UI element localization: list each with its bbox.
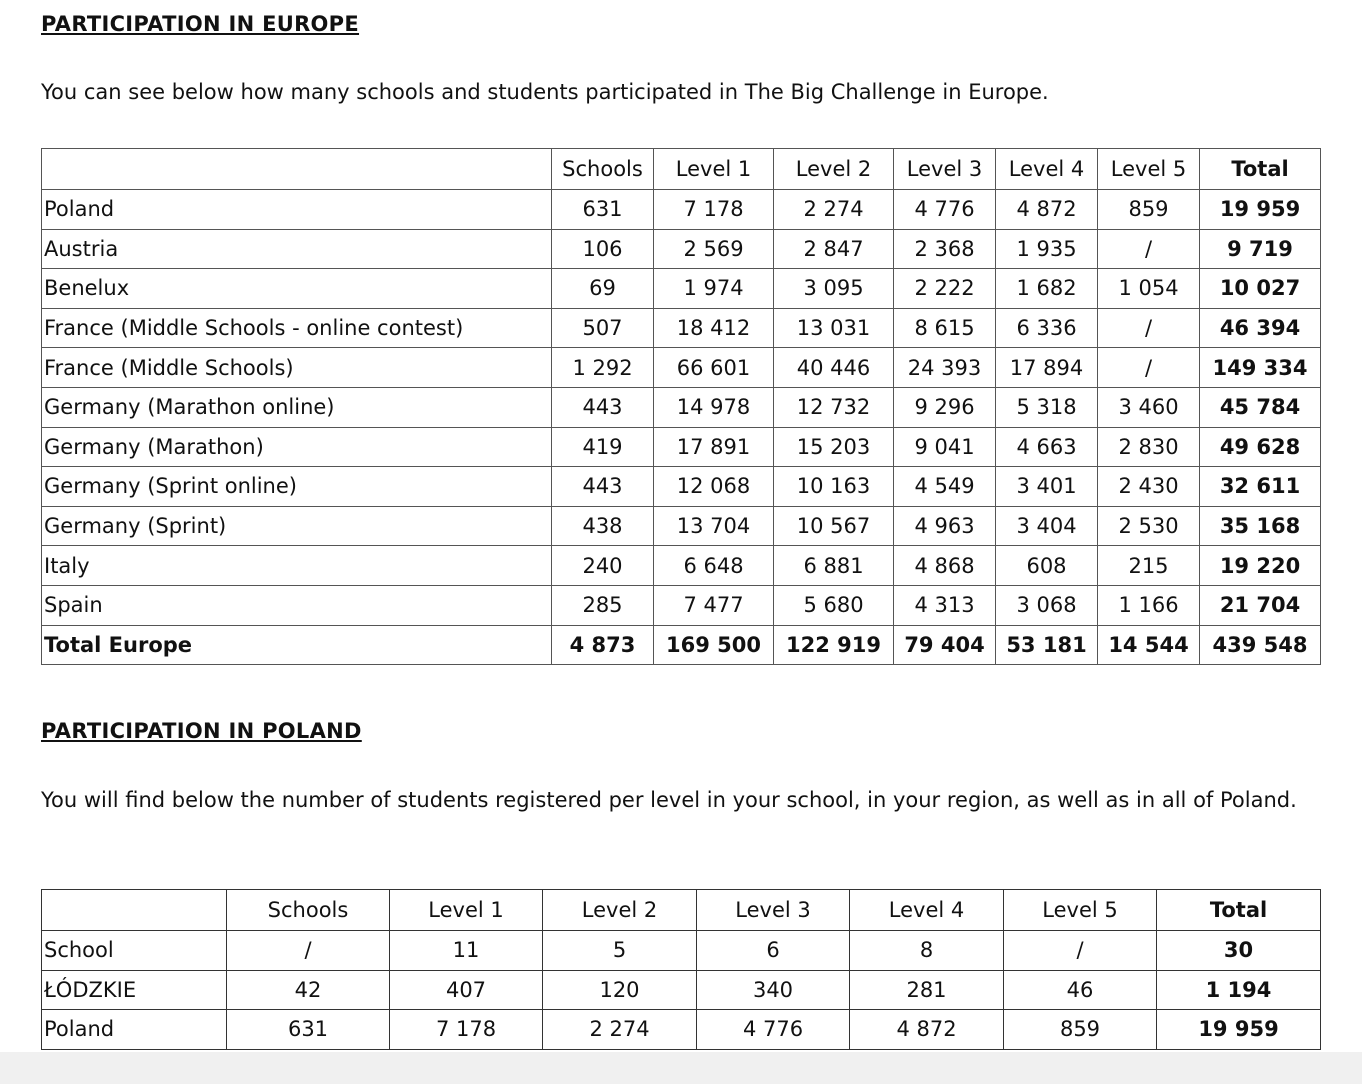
column-header: Schools bbox=[552, 149, 654, 190]
table-cell: 12 732 bbox=[774, 387, 894, 427]
table-cell: 19 220 bbox=[1200, 546, 1321, 586]
table-cell: 17 891 bbox=[654, 427, 774, 467]
table-row bbox=[42, 229, 1321, 269]
table-cell: 4 776 bbox=[697, 1010, 850, 1050]
column-header: Level 4 bbox=[850, 890, 1004, 931]
table-cell: 14 978 bbox=[654, 387, 774, 427]
table-row bbox=[42, 308, 1321, 348]
poland-participation-table bbox=[41, 889, 1321, 1050]
table-row bbox=[42, 348, 1321, 388]
table-row bbox=[42, 546, 1321, 586]
table-cell: / bbox=[1098, 348, 1200, 388]
table-cell: 608 bbox=[996, 546, 1098, 586]
table-cell: 69 bbox=[552, 269, 654, 309]
table-cell: 6 336 bbox=[996, 308, 1098, 348]
table-cell: 17 894 bbox=[996, 348, 1098, 388]
table-row bbox=[42, 625, 1321, 665]
table-cell: 5 bbox=[543, 931, 697, 971]
table-cell: 46 bbox=[1004, 970, 1157, 1010]
poland-table-body bbox=[42, 931, 1321, 1050]
row-label: Total Europe bbox=[42, 625, 552, 665]
column-header: Schools bbox=[227, 890, 390, 931]
table-row bbox=[42, 467, 1321, 507]
table-cell: / bbox=[227, 931, 390, 971]
table-cell: 2 530 bbox=[1098, 506, 1200, 546]
table-cell: 419 bbox=[552, 427, 654, 467]
table-cell: 1 935 bbox=[996, 229, 1098, 269]
table-cell: 2 368 bbox=[894, 229, 996, 269]
table-cell: 10 163 bbox=[774, 467, 894, 507]
table-cell: 285 bbox=[552, 585, 654, 625]
table-cell: 7 178 bbox=[654, 190, 774, 230]
table-cell: 4 872 bbox=[996, 190, 1098, 230]
table-cell: 1 194 bbox=[1157, 970, 1321, 1010]
table-row bbox=[42, 190, 1321, 230]
table-cell: 79 404 bbox=[894, 625, 996, 665]
column-header: Level 5 bbox=[1004, 890, 1157, 931]
table-cell: 631 bbox=[552, 190, 654, 230]
table-cell: 215 bbox=[1098, 546, 1200, 586]
row-label: School bbox=[42, 931, 227, 971]
table-cell: 4 872 bbox=[850, 1010, 1004, 1050]
table-cell: 12 068 bbox=[654, 467, 774, 507]
table-cell: 281 bbox=[850, 970, 1004, 1010]
row-label: Germany (Sprint online) bbox=[42, 467, 552, 507]
row-label: ŁÓDZKIE bbox=[42, 970, 227, 1010]
table-cell: 407 bbox=[390, 970, 543, 1010]
table-cell: 7 477 bbox=[654, 585, 774, 625]
table-cell: 4 313 bbox=[894, 585, 996, 625]
table-cell: 19 959 bbox=[1200, 190, 1321, 230]
table-cell: 4 549 bbox=[894, 467, 996, 507]
row-label: France (Middle Schools) bbox=[42, 348, 552, 388]
table-cell: 439 548 bbox=[1200, 625, 1321, 665]
table-cell: 6 bbox=[697, 931, 850, 971]
table-cell: 3 068 bbox=[996, 585, 1098, 625]
table-cell: 11 bbox=[390, 931, 543, 971]
table-row bbox=[42, 269, 1321, 309]
table-cell: 49 628 bbox=[1200, 427, 1321, 467]
row-label: Germany (Sprint) bbox=[42, 506, 552, 546]
row-label: Poland bbox=[42, 1010, 227, 1050]
table-cell: 32 611 bbox=[1200, 467, 1321, 507]
table-cell: 4 963 bbox=[894, 506, 996, 546]
row-label: Poland bbox=[42, 190, 552, 230]
table-cell: 859 bbox=[1004, 1010, 1157, 1050]
table-cell: 443 bbox=[552, 467, 654, 507]
table-cell: 2 430 bbox=[1098, 467, 1200, 507]
table-cell: 10 027 bbox=[1200, 269, 1321, 309]
table-cell: 7 178 bbox=[390, 1010, 543, 1050]
table-cell: 42 bbox=[227, 970, 390, 1010]
table-cell: 5 318 bbox=[996, 387, 1098, 427]
table-cell: 2 274 bbox=[543, 1010, 697, 1050]
table-row bbox=[42, 931, 1321, 971]
table-cell: 4 873 bbox=[552, 625, 654, 665]
table-cell: 19 959 bbox=[1157, 1010, 1321, 1050]
table-cell: 13 031 bbox=[774, 308, 894, 348]
table-cell: 4 776 bbox=[894, 190, 996, 230]
table-cell: 6 648 bbox=[654, 546, 774, 586]
table-cell: / bbox=[1004, 931, 1157, 971]
table-row bbox=[42, 585, 1321, 625]
table-cell: / bbox=[1098, 229, 1200, 269]
table-cell: 15 203 bbox=[774, 427, 894, 467]
column-header bbox=[42, 890, 227, 931]
column-header: Level 4 bbox=[996, 149, 1098, 190]
table-cell: / bbox=[1098, 308, 1200, 348]
table-cell: 106 bbox=[552, 229, 654, 269]
table-cell: 149 334 bbox=[1200, 348, 1321, 388]
table-cell: 53 181 bbox=[996, 625, 1098, 665]
table-cell: 13 704 bbox=[654, 506, 774, 546]
table-cell: 3 460 bbox=[1098, 387, 1200, 427]
table-cell: 24 393 bbox=[894, 348, 996, 388]
europe-header-row bbox=[42, 149, 1321, 190]
table-cell: 46 394 bbox=[1200, 308, 1321, 348]
table-cell: 3 404 bbox=[996, 506, 1098, 546]
table-cell: 66 601 bbox=[654, 348, 774, 388]
table-row bbox=[42, 427, 1321, 467]
table-cell: 507 bbox=[552, 308, 654, 348]
table-row bbox=[42, 1010, 1321, 1050]
table-cell: 40 446 bbox=[774, 348, 894, 388]
row-label: Italy bbox=[42, 546, 552, 586]
table-cell: 2 274 bbox=[774, 190, 894, 230]
column-header: Level 2 bbox=[774, 149, 894, 190]
table-cell: 4 868 bbox=[894, 546, 996, 586]
row-label: Spain bbox=[42, 585, 552, 625]
column-header: Total bbox=[1157, 890, 1321, 931]
table-cell: 240 bbox=[552, 546, 654, 586]
table-cell: 30 bbox=[1157, 931, 1321, 971]
table-cell: 443 bbox=[552, 387, 654, 427]
table-cell: 2 222 bbox=[894, 269, 996, 309]
table-cell: 1 054 bbox=[1098, 269, 1200, 309]
table-cell: 45 784 bbox=[1200, 387, 1321, 427]
table-cell: 2 847 bbox=[774, 229, 894, 269]
table-cell: 8 bbox=[850, 931, 1004, 971]
column-header: Level 1 bbox=[390, 890, 543, 931]
poland-header-row bbox=[42, 890, 1321, 931]
table-cell: 169 500 bbox=[654, 625, 774, 665]
table-cell: 1 682 bbox=[996, 269, 1098, 309]
table-cell: 18 412 bbox=[654, 308, 774, 348]
row-label: Germany (Marathon online) bbox=[42, 387, 552, 427]
table-cell: 1 166 bbox=[1098, 585, 1200, 625]
europe-heading: PARTICIPATION IN EUROPE bbox=[41, 12, 360, 36]
table-cell: 859 bbox=[1098, 190, 1200, 230]
table-cell: 438 bbox=[552, 506, 654, 546]
row-label: Austria bbox=[42, 229, 552, 269]
table-cell: 10 567 bbox=[774, 506, 894, 546]
table-cell: 35 168 bbox=[1200, 506, 1321, 546]
table-cell: 1 974 bbox=[654, 269, 774, 309]
column-header: Total bbox=[1200, 149, 1321, 190]
table-cell: 8 615 bbox=[894, 308, 996, 348]
table-cell: 4 663 bbox=[996, 427, 1098, 467]
table-row bbox=[42, 506, 1321, 546]
table-cell: 2 569 bbox=[654, 229, 774, 269]
table-cell: 631 bbox=[227, 1010, 390, 1050]
poland-intro: You will find below the number of students registered per level in your school, in your region, as well as in all of Poland. bbox=[41, 788, 1297, 812]
poland-heading: PARTICIPATION IN POLAND bbox=[41, 719, 362, 743]
row-label: France (Middle Schools - online contest) bbox=[42, 308, 552, 348]
table-cell: 3 401 bbox=[996, 467, 1098, 507]
table-cell: 3 095 bbox=[774, 269, 894, 309]
table-cell: 340 bbox=[697, 970, 850, 1010]
column-header: Level 1 bbox=[654, 149, 774, 190]
column-header: Level 2 bbox=[543, 890, 697, 931]
table-row bbox=[42, 387, 1321, 427]
table-cell: 9 041 bbox=[894, 427, 996, 467]
column-header: Level 3 bbox=[894, 149, 996, 190]
europe-participation-table bbox=[41, 148, 1321, 665]
table-cell: 21 704 bbox=[1200, 585, 1321, 625]
europe-intro: You can see below how many schools and students participated in The Big Challenge in Europe. bbox=[41, 80, 1049, 104]
row-label: Germany (Marathon) bbox=[42, 427, 552, 467]
table-cell: 5 680 bbox=[774, 585, 894, 625]
table-row bbox=[42, 970, 1321, 1010]
table-cell: 1 292 bbox=[552, 348, 654, 388]
table-cell: 122 919 bbox=[774, 625, 894, 665]
table-cell: 120 bbox=[543, 970, 697, 1010]
table-cell: 2 830 bbox=[1098, 427, 1200, 467]
table-cell: 6 881 bbox=[774, 546, 894, 586]
row-label: Benelux bbox=[42, 269, 552, 309]
column-header: Level 3 bbox=[697, 890, 850, 931]
table-cell: 14 544 bbox=[1098, 625, 1200, 665]
column-header: Level 5 bbox=[1098, 149, 1200, 190]
column-header bbox=[42, 149, 552, 190]
europe-table-body bbox=[42, 190, 1321, 665]
page-bottom-bar bbox=[0, 1052, 1362, 1084]
table-cell: 9 719 bbox=[1200, 229, 1321, 269]
table-cell: 9 296 bbox=[894, 387, 996, 427]
